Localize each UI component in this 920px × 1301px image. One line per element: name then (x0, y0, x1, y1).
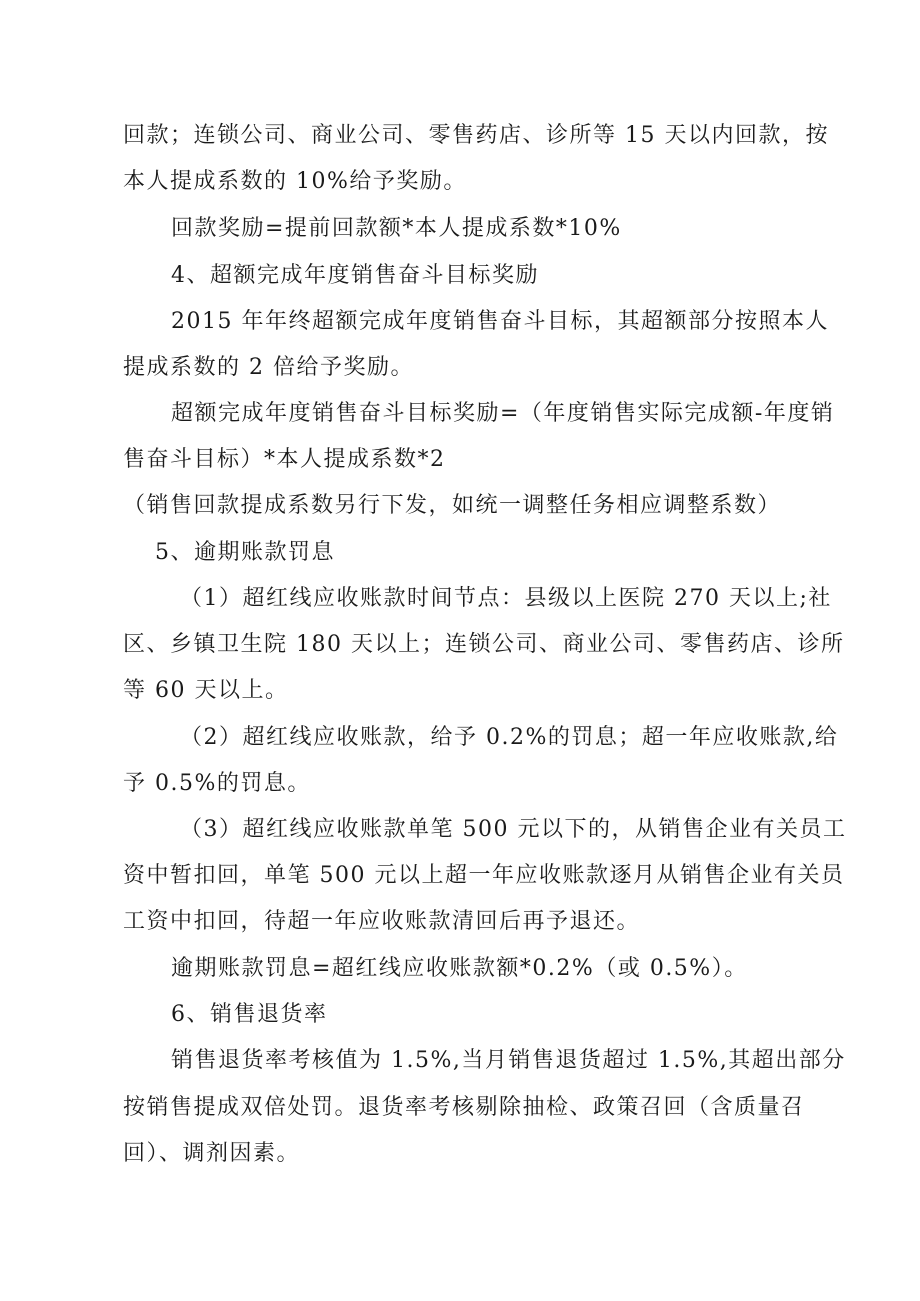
paragraph-7-line-2: 等 60 天以上。 (123, 678, 289, 703)
paragraph-12-line-1: 按销售提成双倍处罚。退货率考核剔除抽检、政策召回（含质量召 (123, 1095, 805, 1120)
paragraph-10-line-0: 逾期账款罚息=超红线应收账款额*0.2%（或 0.5%）。 (171, 956, 748, 981)
paragraph-7-line-1: 区、乡镇卫生院 180 天以上；连锁公司、商业公司、零售药店、诊所 (123, 632, 845, 657)
paragraph-7-line-0: （1）超红线应收账款时间节点：县级以上医院 270 天以上;社 (180, 586, 832, 611)
paragraph-2-line-0: 4、超额完成年度销售奋斗目标奖励 (171, 263, 539, 288)
paragraph-0-line-1: 本人提成系数的 10%给予奖励。 (123, 169, 467, 194)
paragraph-11-line-0: 6、销售退货率 (171, 1002, 328, 1027)
paragraph-12-line-2: 回）、调剂因素。 (123, 1141, 301, 1166)
paragraph-9-line-2: 工资中扣回，待超一年应收账款清回后再予退还。 (123, 909, 641, 934)
paragraph-4-line-1: 售奋斗目标）*本人提成系数*2 (123, 447, 446, 472)
paragraph-9-line-1: 资中暂扣回，单笔 500 元以上超一年应收账款逐月从销售企业有关员 (123, 863, 845, 888)
paragraph-6-line-0: 5、逾期账款罚息 (155, 540, 335, 565)
paragraph-3-line-1: 提成系数的 2 倍给予奖励。 (123, 355, 414, 380)
paragraph-3-line-0: 2015 年年终超额完成年度销售奋斗目标，其超额部分按照本人 (171, 309, 829, 334)
paragraph-0-line-0: 回款；连锁公司、商业公司、零售药店、诊所等 15 天以内回款，按 (123, 123, 829, 148)
paragraph-9-line-0: （3）超红线应收账款单笔 500 元以下的，从销售企业有关员工 (180, 817, 847, 842)
paragraph-5-line-0: （销售回款提成系数另行下发，如统一调整任务相应调整系数） (123, 493, 782, 518)
paragraph-1-line-0: 回款奖励=提前回款额*本人提成系数*10% (171, 216, 622, 241)
paragraph-12-line-0: 销售退货率考核值为 1.5%,当月销售退货超过 1.5%,其超出部分 (171, 1048, 846, 1073)
paragraph-4-line-0: 超额完成年度销售奋斗目标奖励=（年度销售实际完成额-年度销 (171, 401, 835, 426)
paragraph-8-line-1: 予 0.5%的罚息。 (123, 771, 311, 796)
paragraph-8-line-0: （2）超红线应收账款，给予 0.2%的罚息；超一年应收账款,给 (180, 725, 839, 750)
